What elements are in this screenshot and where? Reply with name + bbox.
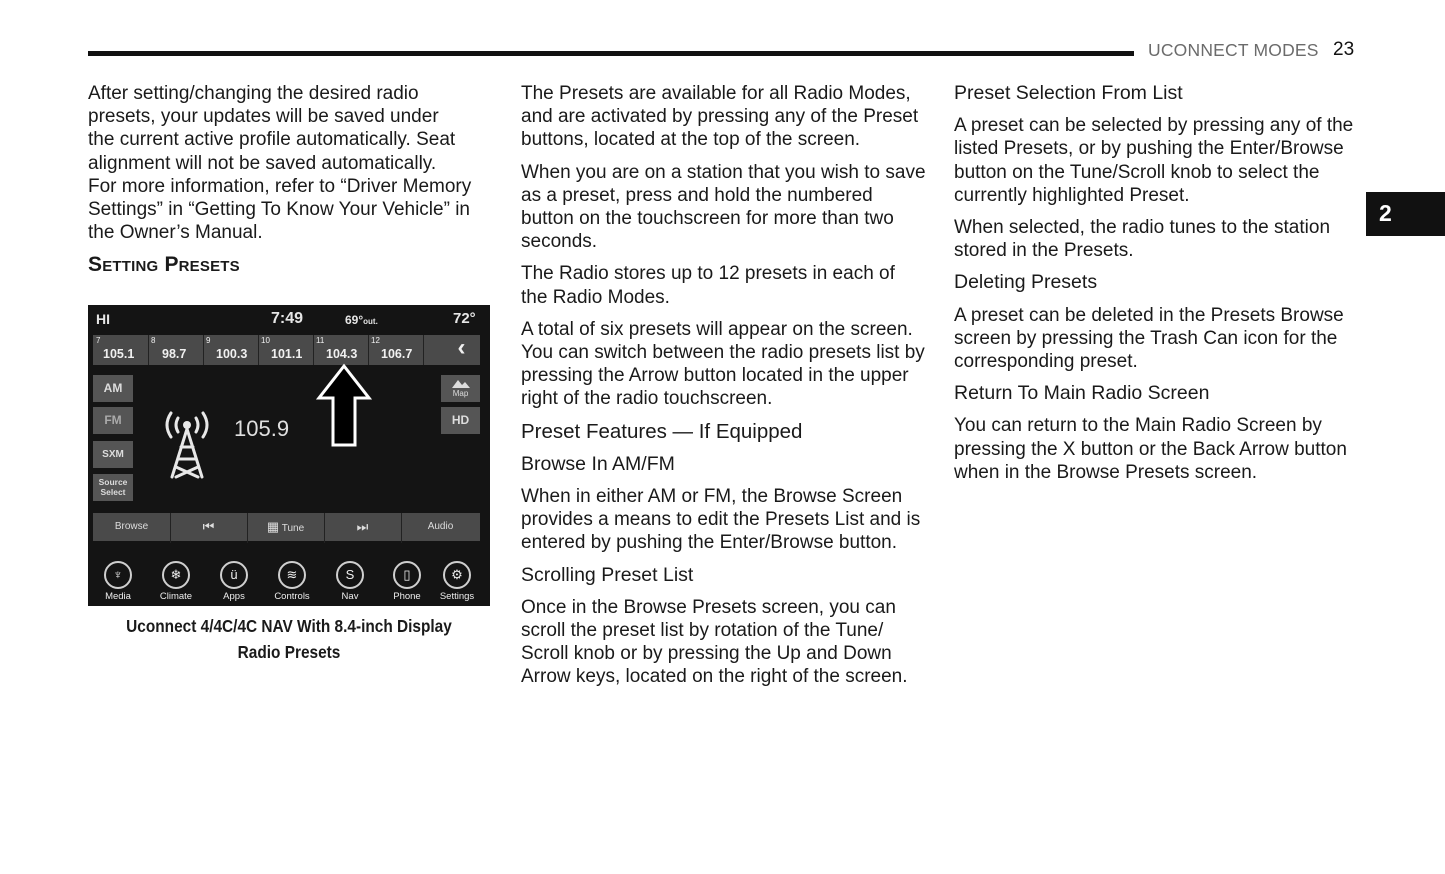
preset-frequency: 101.1: [271, 347, 303, 361]
preset-number: 8: [151, 336, 156, 345]
return-main-heading: Return To Main Radio Screen: [954, 382, 1210, 405]
seek-forward-icon[interactable]: ⏭: [356, 519, 369, 534]
dock-phone[interactable]: [385, 561, 429, 602]
deleting-presets-paragraph: A preset can be deleted in the Presets Browse screen by pressing the Trash Can icon for the corresponding preset.: [954, 304, 1344, 373]
sxm-button[interactable]: SXM: [93, 441, 133, 468]
preset-divider: [368, 335, 369, 365]
preset-display-paragraph: A total of six presets will appear on the screen. You can switch between the radio presets list by pressing the Arrow button located in the upper right of the radio touchscreen.: [521, 318, 925, 410]
figure-caption: Uconnect 4/4C/4C NAV With 8.4-inch Display Radio Presets: [126, 616, 452, 662]
preset-button[interactable]: [258, 335, 313, 365]
select-label: Select: [100, 487, 126, 497]
preset-tune-paragraph: When selected, the radio tunes to the station stored in the Presets.: [954, 217, 1331, 262]
fm-button[interactable]: FM: [93, 407, 133, 434]
preset-frequency: 104.3: [326, 347, 358, 361]
tune-divider: [170, 513, 171, 543]
preset-divider: [423, 335, 424, 365]
source-select-button[interactable]: [93, 474, 133, 501]
page-number: 23: [1333, 39, 1355, 60]
dock-label: Apps: [223, 591, 245, 602]
scrolling-heading: Scrolling Preset List: [521, 563, 694, 586]
map-button[interactable]: [441, 375, 480, 402]
preset-divider: [203, 335, 204, 365]
preset-button[interactable]: [313, 335, 368, 365]
dock-nav[interactable]: [328, 561, 372, 602]
dock-label: Settings: [439, 591, 475, 602]
preset-number: 9: [206, 336, 211, 345]
chapter-tab: 2: [1366, 192, 1445, 236]
dock-apps[interactable]: [212, 561, 256, 602]
status-time: 7:49: [271, 310, 304, 327]
apps-icon: ü: [220, 561, 248, 589]
preset-frequency: 100.3: [216, 347, 248, 361]
outside-temp-label: out.: [363, 317, 378, 326]
arrow-up-icon: [316, 363, 372, 449]
tune-divider: [401, 513, 402, 543]
preset-number: 10: [261, 336, 270, 345]
preset-number: 7: [96, 336, 101, 345]
preset-number: 12: [371, 336, 380, 345]
presets-availability-paragraph: The Presets are available for all Radio Modes, and are activated by pressing any of the Preset buttons, located at the top of the screen.: [521, 83, 919, 151]
browse-paragraph: When in either AM or FM, the Browse Screen provides a means to edit the Presets List and is entered by pushing the Enter/Browse button.: [521, 486, 921, 554]
map-label: Map: [452, 389, 469, 398]
preset-divider: [258, 335, 259, 365]
dock-label: Controls: [274, 591, 310, 602]
preset-divider: [313, 335, 314, 365]
climate-icon: ❄: [162, 561, 190, 589]
browse-heading: Browse In AM/FM: [521, 452, 675, 475]
preset-button[interactable]: [148, 335, 203, 365]
preset-arrow-button[interactable]: ‹: [457, 334, 466, 361]
preset-selection-paragraph: A preset can be selected by pressing any of the listed Presets, or by pushing the Enter/Browse button on the Tune/Scroll knob to select the currently highlighted Preset.: [954, 115, 1354, 206]
preset-frequency: 106.7: [381, 347, 413, 361]
status-hi: HI: [96, 311, 110, 327]
preset-capacity-paragraph: The Radio stores up to 12 presets in each of the Radio Modes.: [521, 263, 895, 308]
am-button[interactable]: AM: [93, 375, 133, 402]
hd-radio-button[interactable]: HD: [441, 407, 480, 434]
preset-button[interactable]: [368, 335, 423, 365]
preset-divider: [148, 335, 149, 365]
preset-button[interactable]: [93, 335, 148, 365]
radio-screen-figure: [88, 305, 490, 606]
status-outside-temp: [345, 313, 378, 327]
column-3: [954, 82, 1359, 493]
tune-divider: [247, 513, 248, 543]
radio-tower-icon: [158, 405, 216, 481]
outside-temp-value: 69°: [345, 313, 364, 327]
tune-button[interactable]: [247, 513, 324, 541]
dock-label: Nav: [341, 591, 359, 602]
running-header: UCONNECT MODES: [1148, 40, 1319, 60]
current-station: 105.9: [234, 416, 290, 441]
tune-label: Tune: [281, 523, 305, 534]
map-icon: [451, 378, 471, 389]
controls-icon: ≋: [278, 561, 306, 589]
dock-settings[interactable]: [435, 561, 479, 602]
intro-paragraph: After setting/changing the desired radio presets, your updates will be saved under the current active profile automatically. Seat alignment will not be saved automatically. For more information, refer to “Driver Memory Settings” in “Getting To Know Your Vehicle” in the Owner’s Manual.: [88, 83, 472, 244]
preset-bar: [93, 335, 480, 365]
keypad-icon: ▦: [266, 519, 280, 534]
preset-selection-heading: Preset Selection From List: [954, 82, 1183, 104]
preset-features-heading: Preset Features — If Equipped: [521, 419, 803, 443]
column-2: [521, 82, 926, 698]
tune-divider: [324, 513, 325, 543]
phone-icon: ▯: [393, 561, 421, 589]
source-label: Source: [98, 477, 128, 487]
dock-label: Phone: [393, 591, 421, 602]
save-preset-paragraph: When you are on a station that you wish to save as a preset, press and hold the numbered button on the touchscreen for more than two seconds.: [521, 161, 926, 253]
browse-button[interactable]: Browse: [114, 521, 149, 532]
section-title: Setting Presets: [88, 253, 240, 277]
nav-icon: S: [336, 561, 364, 589]
dock-climate[interactable]: [154, 561, 198, 602]
dock-media[interactable]: [96, 561, 140, 602]
scrolling-paragraph: Once in the Browse Presets screen, you can scroll the preset list by rotation of the Tune/ Scroll knob or by pressing the Up and Down Arrow keys, located on the right of the screen.: [521, 596, 908, 688]
deleting-presets-heading: Deleting Presets: [954, 271, 1098, 294]
audio-button[interactable]: Audio: [427, 521, 454, 532]
preset-button[interactable]: [203, 335, 258, 365]
preset-frequency: 105.1: [103, 347, 135, 361]
dock-label: Climate: [159, 591, 193, 602]
return-main-paragraph: You can return to the Main Radio Screen by pressing the X button or the Back Arrow button when in the Browse Presets screen.: [954, 415, 1347, 483]
preset-number: 11: [316, 336, 325, 345]
tune-bar: [93, 513, 480, 541]
preset-frequency: 98.7: [162, 347, 187, 361]
settings-icon: ⚙: [443, 561, 471, 589]
dock-controls[interactable]: [270, 561, 314, 602]
status-right-temp: 72°: [453, 310, 476, 327]
media-icon: ♆: [104, 561, 132, 589]
header-rule: [88, 51, 1134, 56]
dock-label: Media: [105, 591, 131, 602]
column-1: [88, 82, 488, 277]
seek-back-icon[interactable]: ⏮: [202, 519, 215, 534]
